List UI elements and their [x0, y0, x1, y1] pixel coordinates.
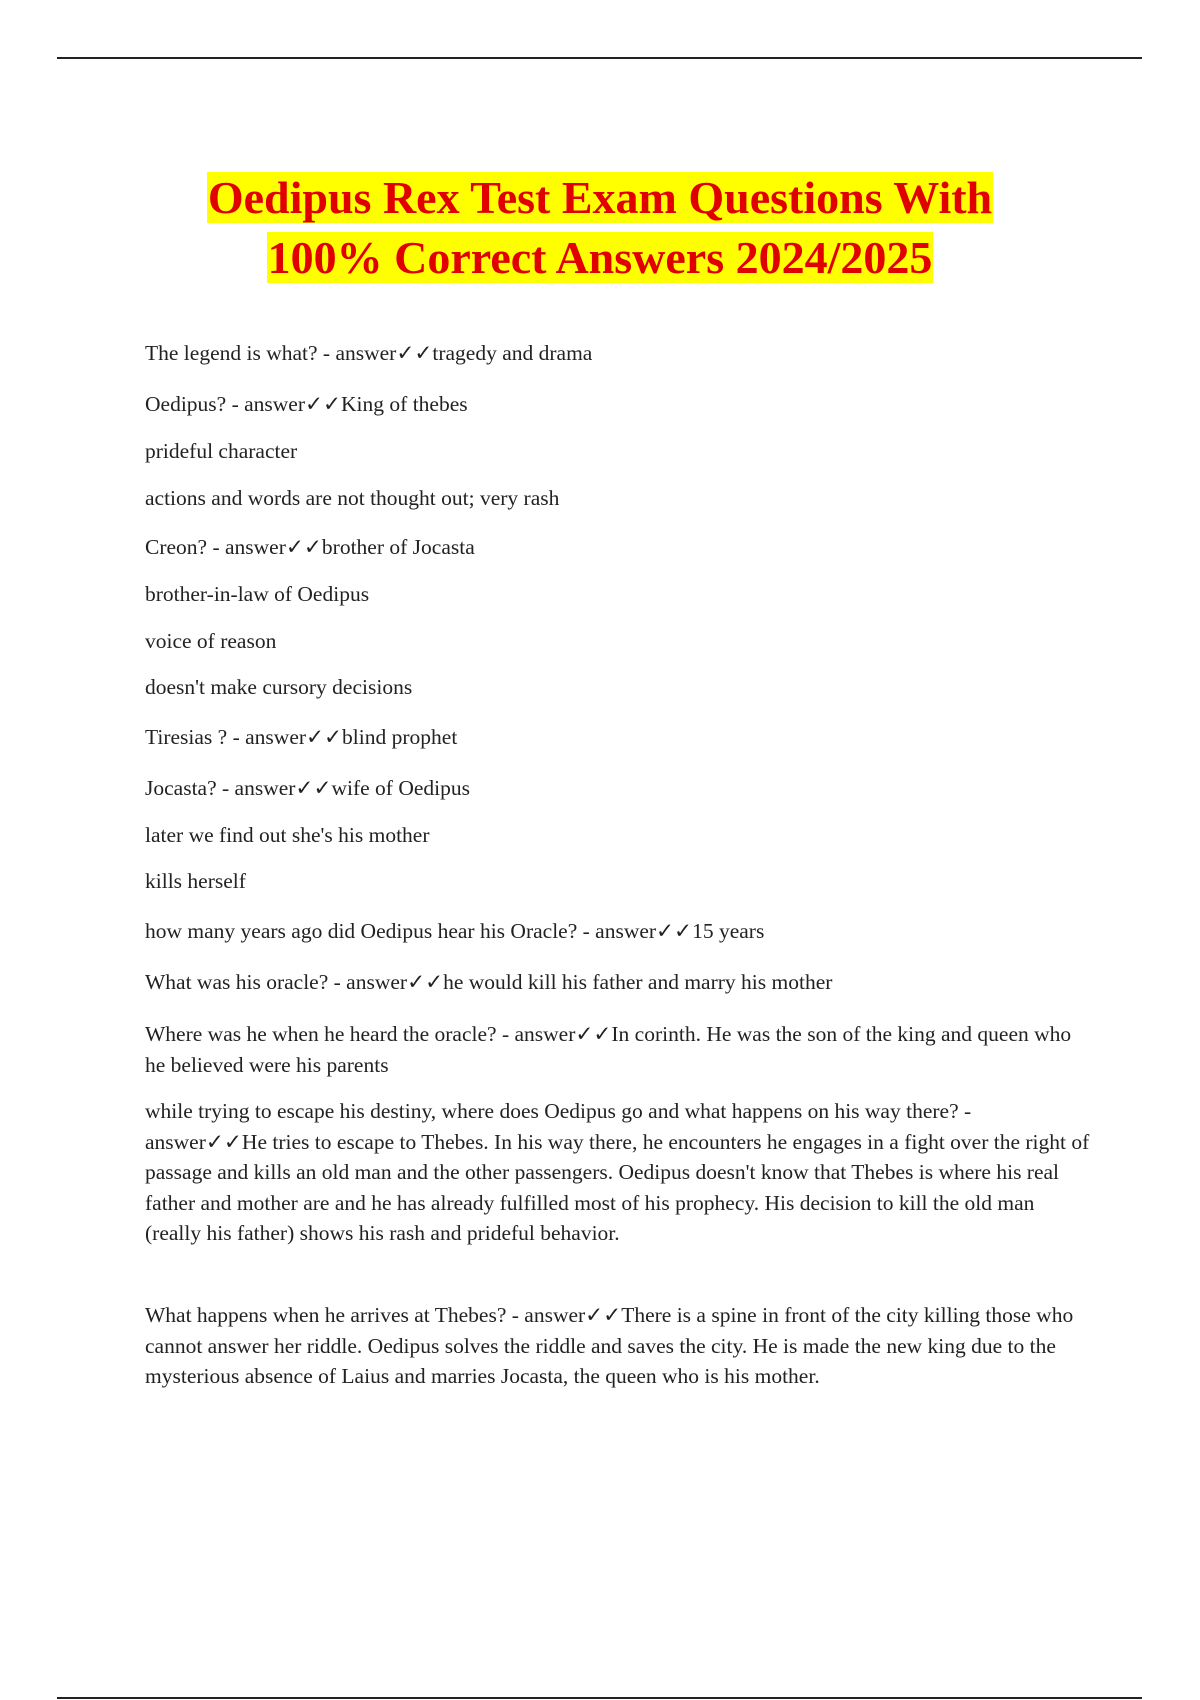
qa-paragraph: how many years ago did Oedipus hear his Oracle? - answer✓✓15 years — [145, 919, 765, 943]
footer-rule — [57, 1697, 1142, 1699]
document-title-line-1 — [0, 168, 1200, 228]
qa-paragraph: voice of reason — [145, 629, 277, 653]
qa-paragraph: Creon? - answer✓✓brother of Jocasta — [145, 535, 475, 559]
title-text: 100% Correct Answers 2024/2025 — [267, 232, 933, 283]
qa-paragraph: actions and words are not thought out; very rash — [145, 486, 560, 510]
qa-paragraph: Oedipus? - answer✓✓King of thebes — [145, 392, 468, 416]
qa-paragraph: brother-in-law of Oedipus — [145, 582, 370, 606]
qa-paragraph: What was his oracle? - answer✓✓he would kill his father and marry his mother — [145, 970, 833, 994]
header-rule — [57, 57, 1142, 59]
qa-paragraph: prideful character — [145, 439, 298, 463]
qa-paragraph: Where was he when he heard the oracle? - answer✓✓In corinth. He was the son of the king and queen who he believed were his parents — [145, 1022, 1072, 1077]
qa-paragraph: kills herself — [145, 869, 246, 893]
document-title-line-2 — [0, 228, 1200, 288]
title-text: Oedipus Rex Test Exam Questions With — [207, 172, 993, 223]
qa-paragraph: while trying to escape his destiny, where does Oedipus go and what happens on his way there? - answer✓✓He tries to escape to Thebes. In his way there, he encounters he engages in a fight over the right of passage and kills an old man and the other passengers. Oedipus doesn't know that Thebes is where his real father and mother are and he has already fulfilled most of his prophecy. His decision to kill the old man (really his father) shows his rash and prideful behavior. — [145, 1099, 1090, 1245]
qa-paragraph: What happens when he arrives at Thebes? - answer✓✓There is a spine in front of the city killing those who cannot answer her riddle. Oedipus solves the riddle and saves the city. He is made the new king due to the mysterious absence of Laius and marries Jocasta, the queen who is his mother. — [145, 1303, 1074, 1388]
qa-paragraph: Jocasta? - answer✓✓wife of Oedipus — [145, 776, 470, 800]
qa-paragraph: later we find out she's his mother — [145, 823, 430, 847]
qa-paragraph: The legend is what? - answer✓✓tragedy and drama — [145, 341, 593, 365]
qa-paragraph: Tiresias ? - answer✓✓blind prophet — [145, 725, 458, 749]
qa-paragraph: doesn't make cursory decisions — [145, 675, 413, 699]
